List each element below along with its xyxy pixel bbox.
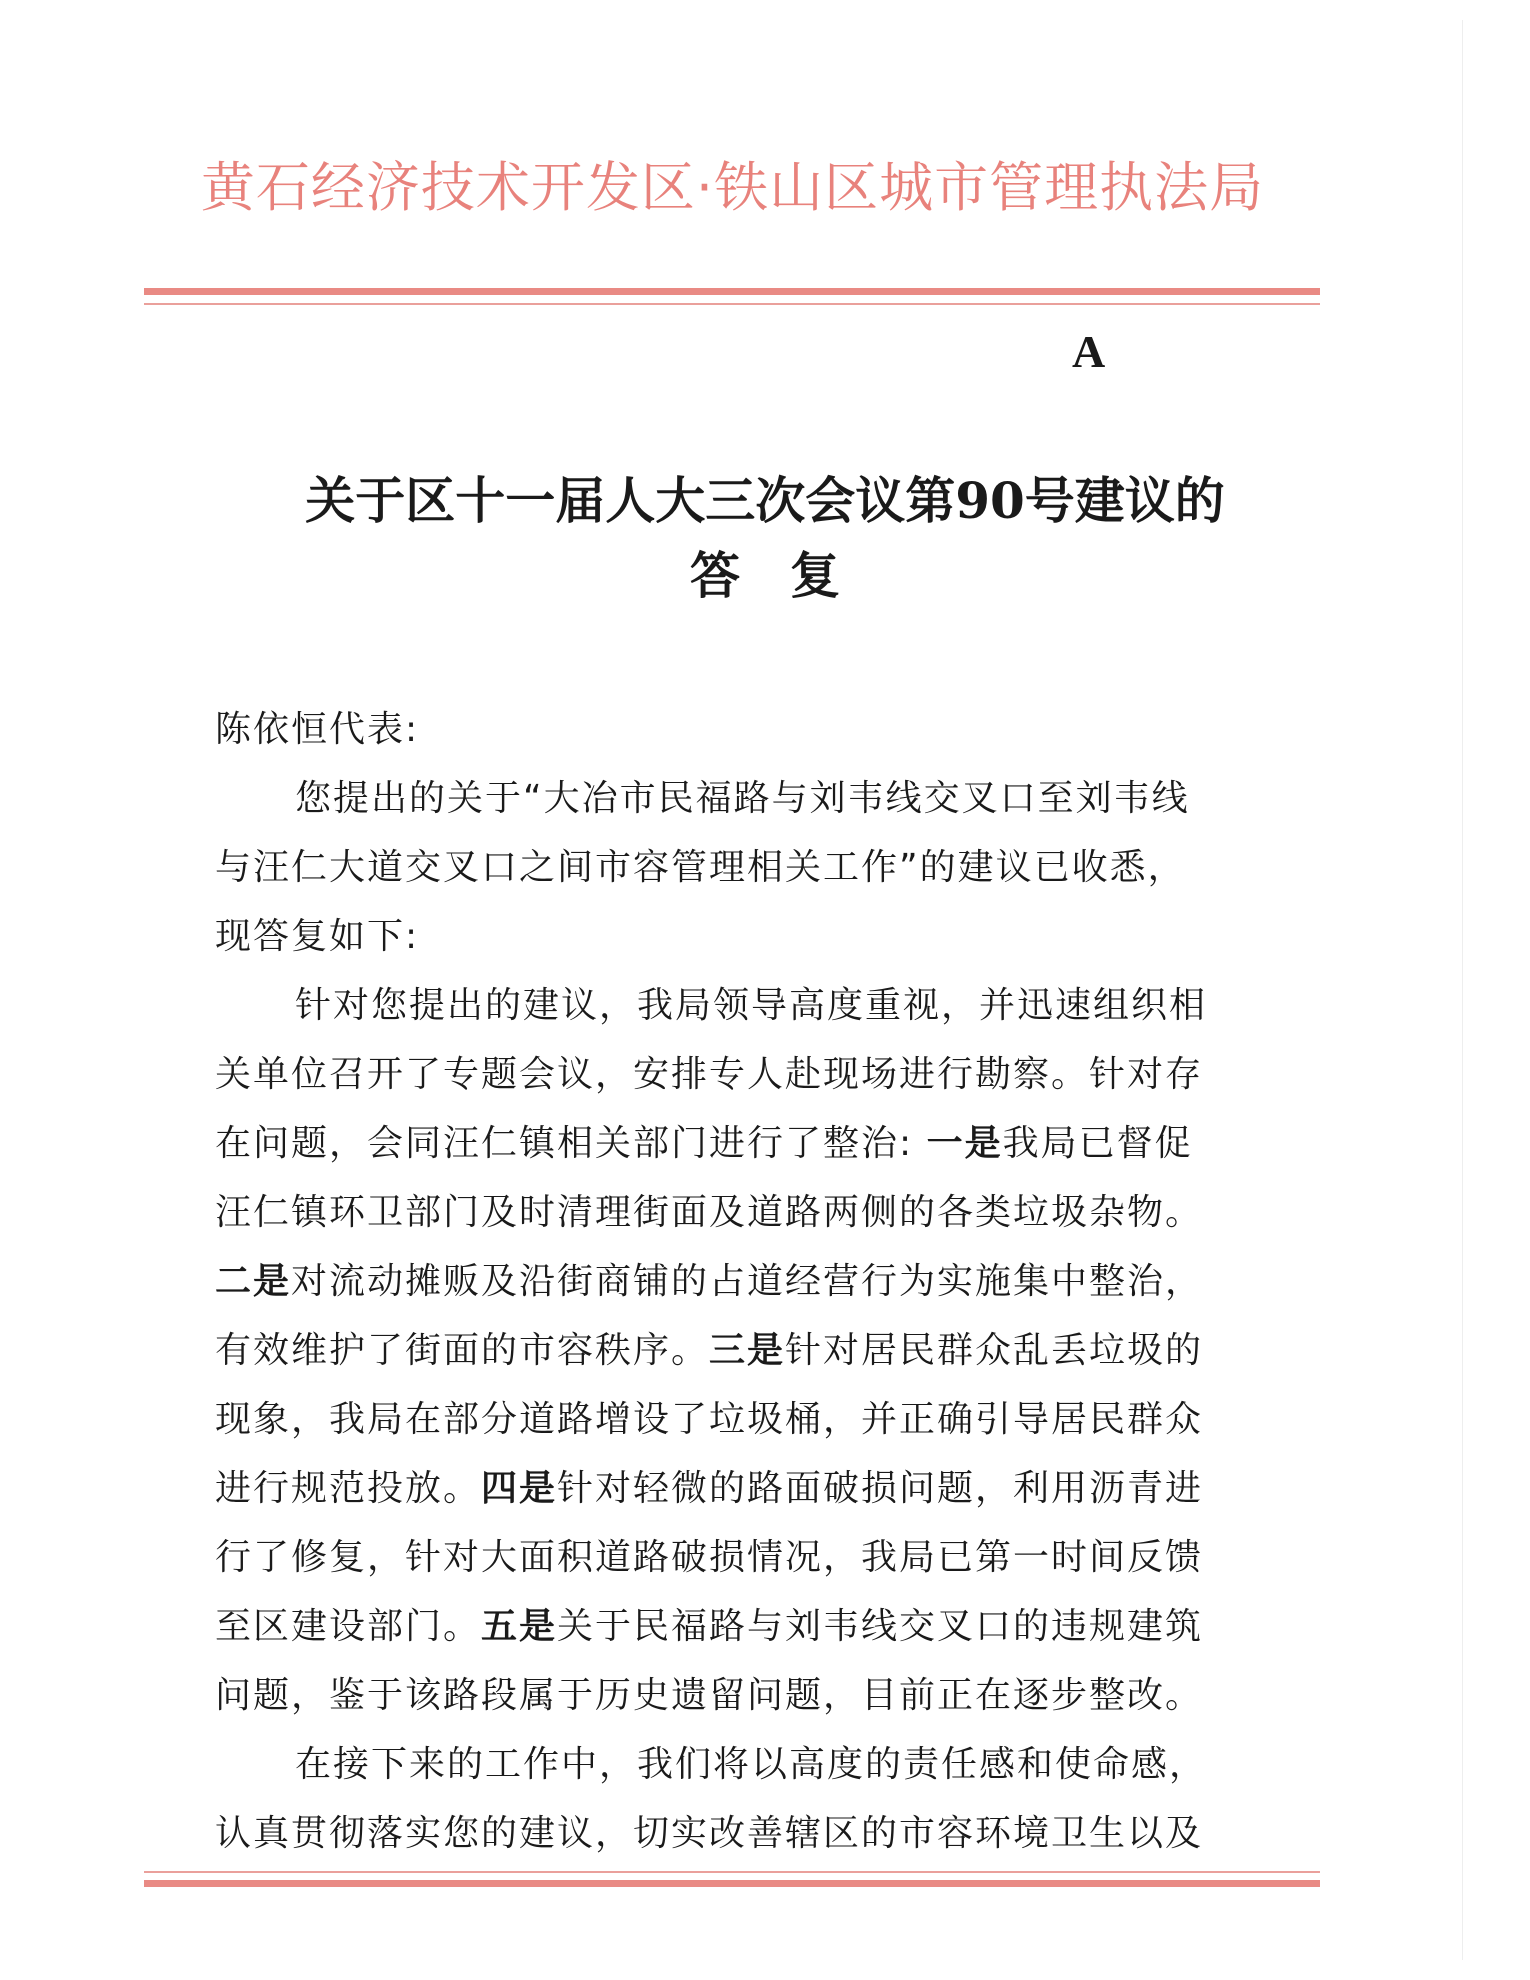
point-marker: 二是 bbox=[215, 1261, 292, 1302]
document-title-line2: 答复 bbox=[690, 546, 890, 605]
point-marker: 四是 bbox=[481, 1468, 558, 1509]
reply-grade: A bbox=[1072, 326, 1106, 377]
paragraph-line: 关单位召开了专题会议，安排专人赴现场进行勘察。针对存 bbox=[215, 1054, 1204, 1095]
text-span: 至区建设部门。 bbox=[215, 1606, 482, 1647]
paragraph-line bbox=[215, 1247, 1255, 1316]
paragraph-line: 汪仁镇环卫部门及时清理街面及道路两侧的各类垃圾杂物。 bbox=[215, 1192, 1204, 1233]
paragraph-line bbox=[215, 1592, 1255, 1661]
letterhead-org-name: 黄石经济技术开发区·铁山区城市管理执法局 bbox=[200, 156, 1265, 219]
paragraph-line: 认真贯彻落实您的建议，切实改善辖区的市容环境卫生以及 bbox=[215, 1813, 1204, 1854]
paragraph-line: 现象，我局在部分道路增设了垃圾桶，并正确引导居民群众 bbox=[215, 1399, 1204, 1440]
paragraph-line: 问题，鉴于该路段属于历史遗留问题，目前正在逐步整改。 bbox=[215, 1675, 1204, 1716]
paragraph-line: 针对您提出的建议，我局领导高度重视，并迅速组织相 bbox=[295, 985, 1208, 1026]
paragraph-line bbox=[215, 1109, 1255, 1178]
paragraph-line bbox=[215, 1316, 1255, 1385]
letterhead-divider-thin bbox=[144, 303, 1320, 305]
salutation: 陈依恒代表: bbox=[215, 709, 420, 750]
document-body bbox=[215, 695, 1255, 1868]
footer-divider-thick bbox=[144, 1880, 1320, 1887]
paragraph-line: 在接下来的工作中，我们将以高度的责任感和使命感， bbox=[295, 1744, 1208, 1785]
paragraph-line: 您提出的关于“大冶市民福路与刘韦线交叉口至刘韦线 bbox=[295, 778, 1190, 819]
text-span: 针对居民群众乱丢垃圾的 bbox=[785, 1330, 1204, 1371]
text-span: 进行规范投放。 bbox=[215, 1468, 482, 1509]
point-marker: 三是 bbox=[709, 1330, 786, 1371]
point-marker: 五是 bbox=[481, 1606, 558, 1647]
text-span: 有效维护了街面的市容秩序。 bbox=[215, 1330, 710, 1371]
paragraph-line: 行了修复，针对大面积道路破损情况，我局已第一时间反馈 bbox=[215, 1537, 1204, 1578]
text-span: 针对轻微的路面破损问题，利用沥青进 bbox=[557, 1468, 1204, 1509]
scan-edge bbox=[1462, 20, 1463, 1960]
text-span: 我局已督促 bbox=[1002, 1123, 1193, 1164]
text-span: 在问题，会同汪仁镇相关部门进行了整治: bbox=[215, 1123, 927, 1164]
paragraph-line: 与汪仁大道交叉口之间市容管理相关工作”的建议已收悉， bbox=[215, 847, 1186, 888]
paragraph-line bbox=[215, 1454, 1255, 1523]
text-span: 对流动摊贩及沿街商铺的占道经营行为实施集中整治， bbox=[291, 1261, 1204, 1302]
text-span: 关于民福路与刘韦线交叉口的违规建筑 bbox=[557, 1606, 1204, 1647]
document-title: 关于区十一届人大三次会议第90号建议的 bbox=[305, 471, 1225, 530]
footer-divider-thin bbox=[144, 1871, 1320, 1873]
paragraph-line: 现答复如下: bbox=[215, 916, 420, 957]
letterhead-divider-thick bbox=[144, 288, 1320, 295]
point-marker: 一是 bbox=[926, 1123, 1003, 1164]
